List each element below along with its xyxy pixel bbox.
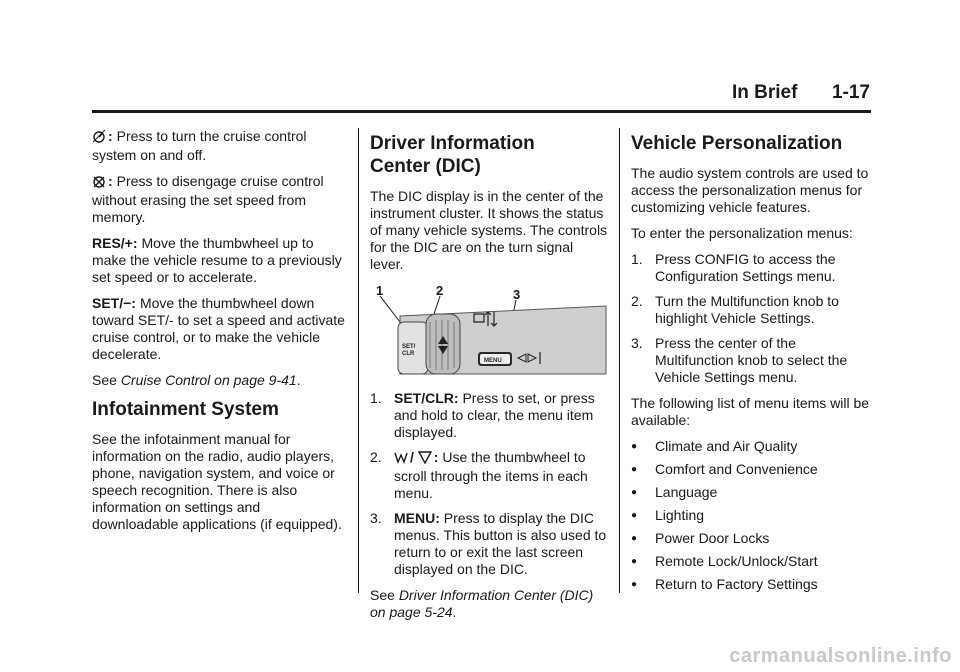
list-item: ● Remote Lock/Unlock/Start: [631, 553, 818, 569]
see-cruise-paragraph: See Cruise Control on page 9-41.: [92, 372, 301, 388]
cruise-cancel-icon: [92, 174, 106, 192]
on-off-paragraph: : Press to turn the cruise control system on and off.: [92, 128, 307, 163]
menu-list-intro: The following list of menu items will be available:: [631, 395, 870, 428]
list-item: 2. / : Use the thumbwheel to scroll through the items in each menu.: [370, 449, 588, 501]
res-paragraph: [92, 235, 350, 286]
infotainment-heading: Infotainment System: [92, 399, 279, 420]
menu-items-list: [631, 438, 871, 593]
thumbwheel-down-icon: [418, 451, 432, 468]
cruise-on-off-icon: [92, 129, 106, 147]
dic-intro: The DIC display is in the center of the instrument cluster. It shows the status of many vehicle systems. The controls for the DIC are on the turn signal lever.: [370, 188, 608, 272]
list-item: ● Lighting: [631, 507, 705, 523]
list-item: ● Power Door Locks: [631, 530, 770, 546]
dic-controls-list: [370, 390, 610, 578]
list-item: 3. MENU: Press to display the DIC menus. This button is also used to return to or exit the last screen displayed on the DIC.: [370, 510, 607, 577]
set-paragraph: [92, 295, 350, 363]
list-item: ● Language: [631, 484, 718, 500]
cruise-control-link[interactable]: Cruise Control on page 9-41: [120, 372, 297, 388]
bullet-icon: ●: [631, 533, 638, 544]
enter-menus-label: To enter the personalization menus:: [631, 225, 853, 241]
bullet-icon: ●: [631, 441, 638, 452]
infotainment-body: See the infotainment manual for information on the radio, audio players, phone, navigation system, and voice or speech recognition. There is also information on settings and downloadable applications (if equipped).: [92, 431, 342, 532]
cancel-paragraph: : Press to disengage cruise control without erasing the set speed from memory.: [92, 173, 324, 225]
set-text: Move the thumbwheel down toward SET/- to set a speed and activate cruise control, or to make the vehicle decelerate.: [92, 295, 345, 362]
list-item: 1. SET/CLR: Press to set, or press and hold to clear, the menu item displayed.: [370, 390, 595, 440]
list-item: ● Climate and Air Quality: [631, 438, 798, 454]
personalization-heading: Vehicle Personalization: [631, 133, 843, 154]
list-item: 3. Press the center of the Multifunction knob to select the Vehicle Settings menu.: [631, 335, 848, 385]
bullet-icon: ●: [631, 579, 638, 590]
set-term: SET/−:: [92, 295, 136, 311]
cancel-text: Press to disengage cruise control without erasing the set speed from memory.: [92, 173, 324, 225]
personalization-steps: [631, 251, 871, 386]
column-3: [631, 128, 871, 599]
menu-label: MENU: [484, 358, 502, 364]
column-1: [92, 128, 350, 542]
watermark: carmanualsonline.info: [729, 645, 952, 667]
list-item: ● Return to Factory Settings: [631, 576, 818, 592]
list-item: 2. Turn the Multifunction knob to highlight Vehicle Settings.: [631, 293, 839, 326]
personalization-intro: The audio system controls are used to access the personalization menus for customizing vehicle features.: [631, 165, 869, 215]
set-clr-label: SET/: [402, 344, 416, 350]
res-text: Move the thumbwheel up to make the vehicle resume to a previously set speed or to accelerate.: [92, 235, 342, 285]
dic-heading: Driver Information Center (DIC): [370, 133, 535, 177]
on-off-text: Press to turn the cruise control system on and off.: [92, 128, 307, 163]
column-2: [370, 128, 610, 630]
column-divider-1: [358, 128, 359, 593]
page-header: [732, 82, 870, 106]
column-divider-2: [619, 128, 620, 593]
callout-2: 2: [436, 283, 444, 298]
header-rule: [92, 110, 871, 113]
list-item: 1. Press CONFIG to access the Configuration Settings menu.: [631, 251, 836, 284]
bullet-icon: ●: [631, 487, 638, 498]
see-dic-paragraph: See Driver Information Center (DIC) on page 5-24.: [370, 587, 594, 620]
bullet-icon: ●: [631, 464, 638, 475]
section-title: In Brief: [732, 82, 798, 103]
bullet-icon: ●: [631, 510, 638, 521]
list-item: ● Comfort and Convenience: [631, 461, 818, 477]
dic-link[interactable]: Driver Information Center (DIC) on page 5-24: [370, 587, 594, 620]
callout-1: 1: [376, 283, 384, 298]
res-term: RES/+:: [92, 235, 138, 251]
dic-controls-figure: [370, 282, 610, 378]
thumbwheel-up-icon: [394, 451, 408, 468]
set-clr-label-2: CLR: [402, 351, 415, 357]
turn-signal-lever-illustration: [370, 282, 610, 378]
bullet-icon: ●: [631, 556, 638, 567]
page-number: 1-17: [831, 82, 870, 103]
callout-3: 3: [513, 287, 521, 302]
